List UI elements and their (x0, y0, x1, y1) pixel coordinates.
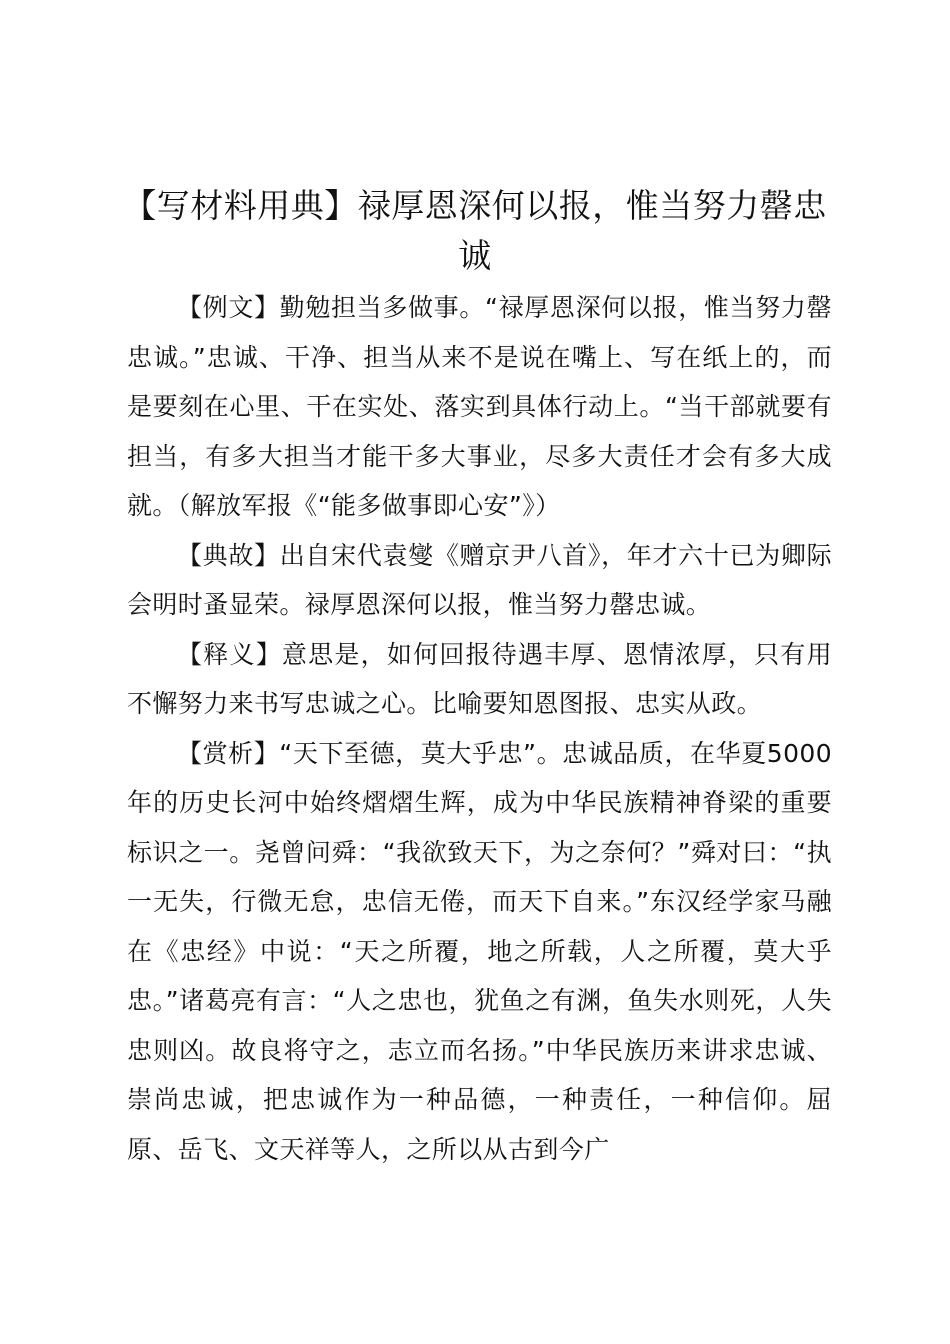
paragraph-allusion: 【典故】出自宋代袁燮《赠京尹八首》，年才六十已为卿际会明时蚤显荣。禄厚恩深何以报，惟当努力罄忠诚。 (127, 540, 832, 619)
paragraph-example: 【例文】勤勉担当多做事。“禄厚恩深何以报，惟当努力罄忠诚。”忠诚、干净、担当从来不是说在嘴上、写在纸上的，而是要刻在心里、干在实处、落实到具体行动上。“当干部就要有担当，有多大担当才能干多大事业，尽多大责任才会有多大成就。（解放军报《“能多做事即心安”》） (127, 293, 832, 520)
paragraph-appreciation: 【赏析】“天下至德，莫大乎忠”。忠诚品质，在华夏5000年的历史长河中始终熠熠生辉，成为中华民族精神脊梁的重要标识之一。尧曾问舜：“我欲致天下，为之奈何？”舜对曰：“执一无失，行微无怠，忠信无倦，而天下自来。”东汉经学家马融在《忠经》中说：“天之所覆，地之所载，人之所覆，莫大乎忠。”诸葛亮有言：“人之忠也，犹鱼之有渊，鱼失水则死，人失忠则凶。故良将守之，志立而名扬。”中华民族历来讲求忠诚、崇尚忠诚，把忠诚作为一种品德，一种责任，一种信仰。屈原、岳飞、文天祥等人，之所以从古到今广 (127, 738, 832, 1164)
document-body (127, 283, 832, 1174)
paragraph-interpretation: 【释义】意思是，如何回报待遇丰厚、恩情浓厚，只有用不懈努力来书写忠诚之心。比喻要知恩图报、忠实从政。 (127, 639, 832, 718)
document-title: 【写材料用典】禄厚恩深何以报，惟当努力罄忠诚 (123, 186, 827, 275)
